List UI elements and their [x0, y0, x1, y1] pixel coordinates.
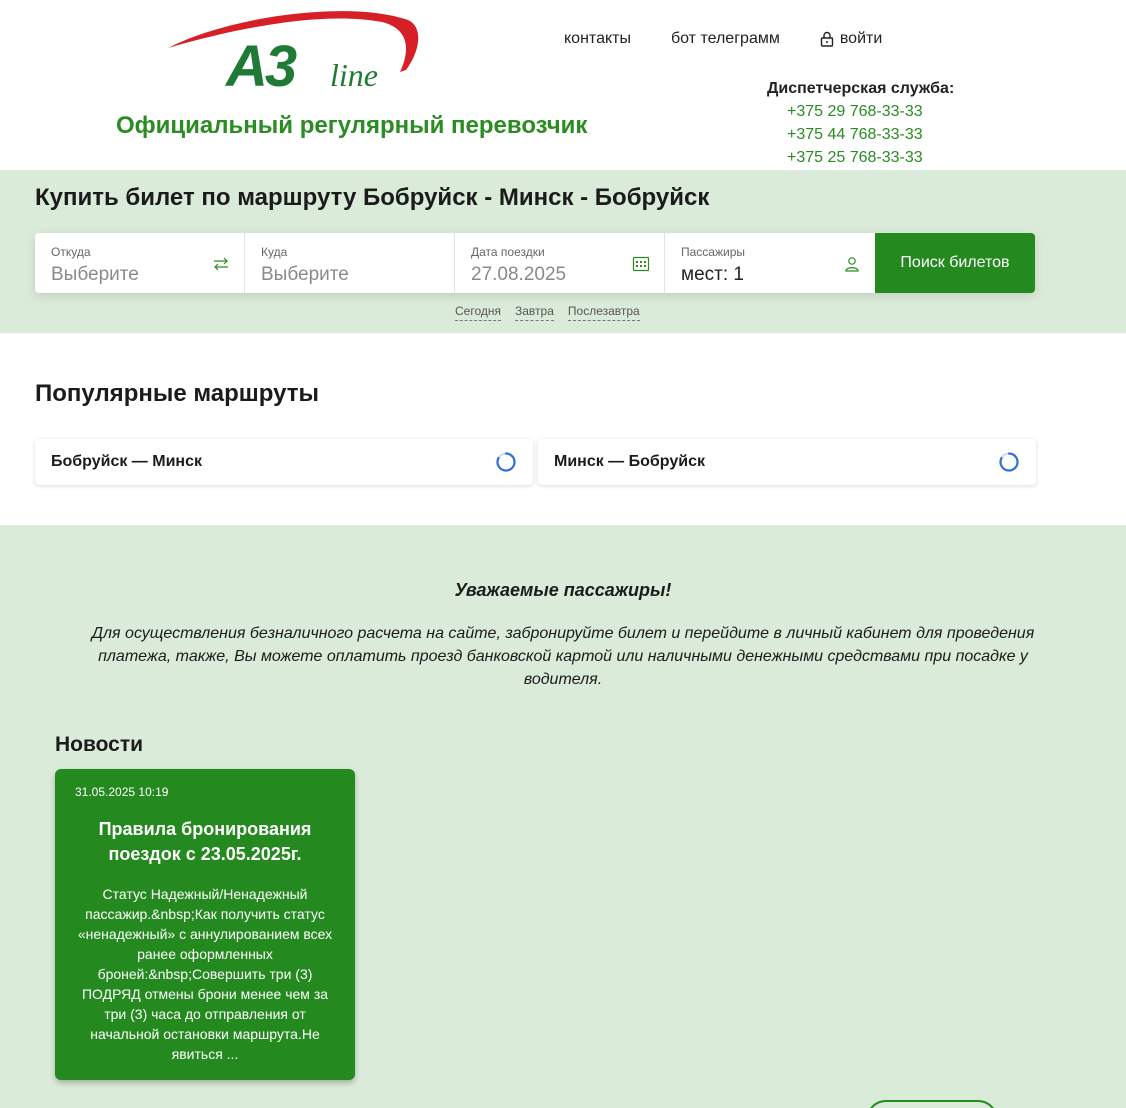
- info-section: [0, 525, 1126, 1108]
- passengers-label: Пассажиры: [681, 245, 746, 259]
- nav-contacts[interactable]: контакты: [564, 30, 631, 47]
- to-label: Куда: [261, 245, 288, 259]
- phone-number[interactable]: +375 25 768-33-33: [787, 149, 923, 166]
- quick-date-day-after-tomorrow[interactable]: Послезавтра: [568, 304, 640, 321]
- date-field[interactable]: [455, 233, 665, 293]
- phone-number[interactable]: +375 29 768-33-33: [787, 103, 923, 120]
- passengers-field[interactable]: [665, 233, 875, 293]
- swap-icon[interactable]: [212, 255, 230, 273]
- quick-dates: [455, 304, 640, 321]
- to-field[interactable]: [245, 233, 455, 293]
- notice-text: Для осуществления безналичного расчета на сайте, забронируйте билет и перейдите в личный кабинет для проведения платежа, также, Вы можете оплатить проезд банковской картой или наличными денежными средствами при посадке у водителя.: [91, 625, 1035, 688]
- header: [0, 0, 1126, 170]
- lock-icon: [820, 31, 834, 47]
- more-news-button[interactable]: [866, 1100, 998, 1108]
- notice-title: Уважаемые пассажиры!: [454, 580, 672, 600]
- quick-date-tomorrow[interactable]: Завтра: [515, 304, 554, 321]
- a3line-logo[interactable]: [160, 6, 430, 96]
- user-icon[interactable]: [843, 255, 861, 273]
- to-input[interactable]: Выберите: [261, 264, 349, 285]
- nav-login[interactable]: [820, 30, 882, 48]
- quick-date-today[interactable]: Сегодня: [455, 304, 501, 321]
- popular-route-card[interactable]: [35, 439, 533, 485]
- svg-text:line: line: [330, 57, 378, 93]
- loading-spinner-icon: [998, 451, 1020, 473]
- ticket-search-form: [35, 233, 1035, 293]
- nav-telegram-bot[interactable]: бот телеграмм: [670, 30, 780, 47]
- passengers-value[interactable]: мест: 1: [681, 264, 744, 285]
- dispatch-service: [767, 80, 954, 169]
- popular-routes-title: Популярные маршруты: [35, 380, 320, 407]
- nav-login-label: войти: [839, 30, 883, 47]
- from-input[interactable]: Выберите: [51, 264, 139, 285]
- search-tickets-button[interactable]: Поиск билетов: [875, 233, 1035, 293]
- top-nav: [564, 30, 882, 48]
- date-input[interactable]: 27.08.2025: [471, 264, 567, 285]
- from-label: Откуда: [51, 245, 91, 259]
- news-card[interactable]: [55, 769, 355, 1080]
- date-label: Дата поездки: [471, 245, 545, 259]
- search-title: Купить билет по маршруту Бобруйск - Минск - Бобруйск: [35, 184, 710, 211]
- news-date: 31.05.2025 10:19: [75, 785, 169, 799]
- tagline: Официальный регулярный перевозчик: [116, 112, 588, 139]
- calendar-icon[interactable]: [632, 255, 650, 273]
- phone-number[interactable]: +375 44 768-33-33: [787, 126, 923, 143]
- search-section: [0, 170, 1126, 333]
- news-headline[interactable]: Правила бронирования поездок с 23.05.2025г.: [98, 819, 312, 864]
- news-title: Новости: [55, 733, 144, 756]
- news-excerpt: Статус Надежный/Ненадежный пассажир.&nbsp;Как получить статус «ненадежный» с аннулированием всех ранее оформленных броней:&nbsp;Совершить три (3) ПОДРЯД отмены брони менее чем за три (3) часа до отправления от начальной остановки маршрута.Не явиться ...: [77, 886, 333, 1062]
- route-name: Бобруйск — Минск: [51, 453, 202, 470]
- popular-route-card[interactable]: [538, 439, 1036, 485]
- phone-list: [787, 100, 954, 169]
- route-name: Минск — Бобруйск: [554, 453, 705, 470]
- dispatch-title: Диспетчерская служба:: [767, 80, 955, 97]
- from-field[interactable]: [35, 233, 245, 293]
- svg-text:A3: A3: [226, 34, 295, 96]
- loading-spinner-icon: [495, 451, 517, 473]
